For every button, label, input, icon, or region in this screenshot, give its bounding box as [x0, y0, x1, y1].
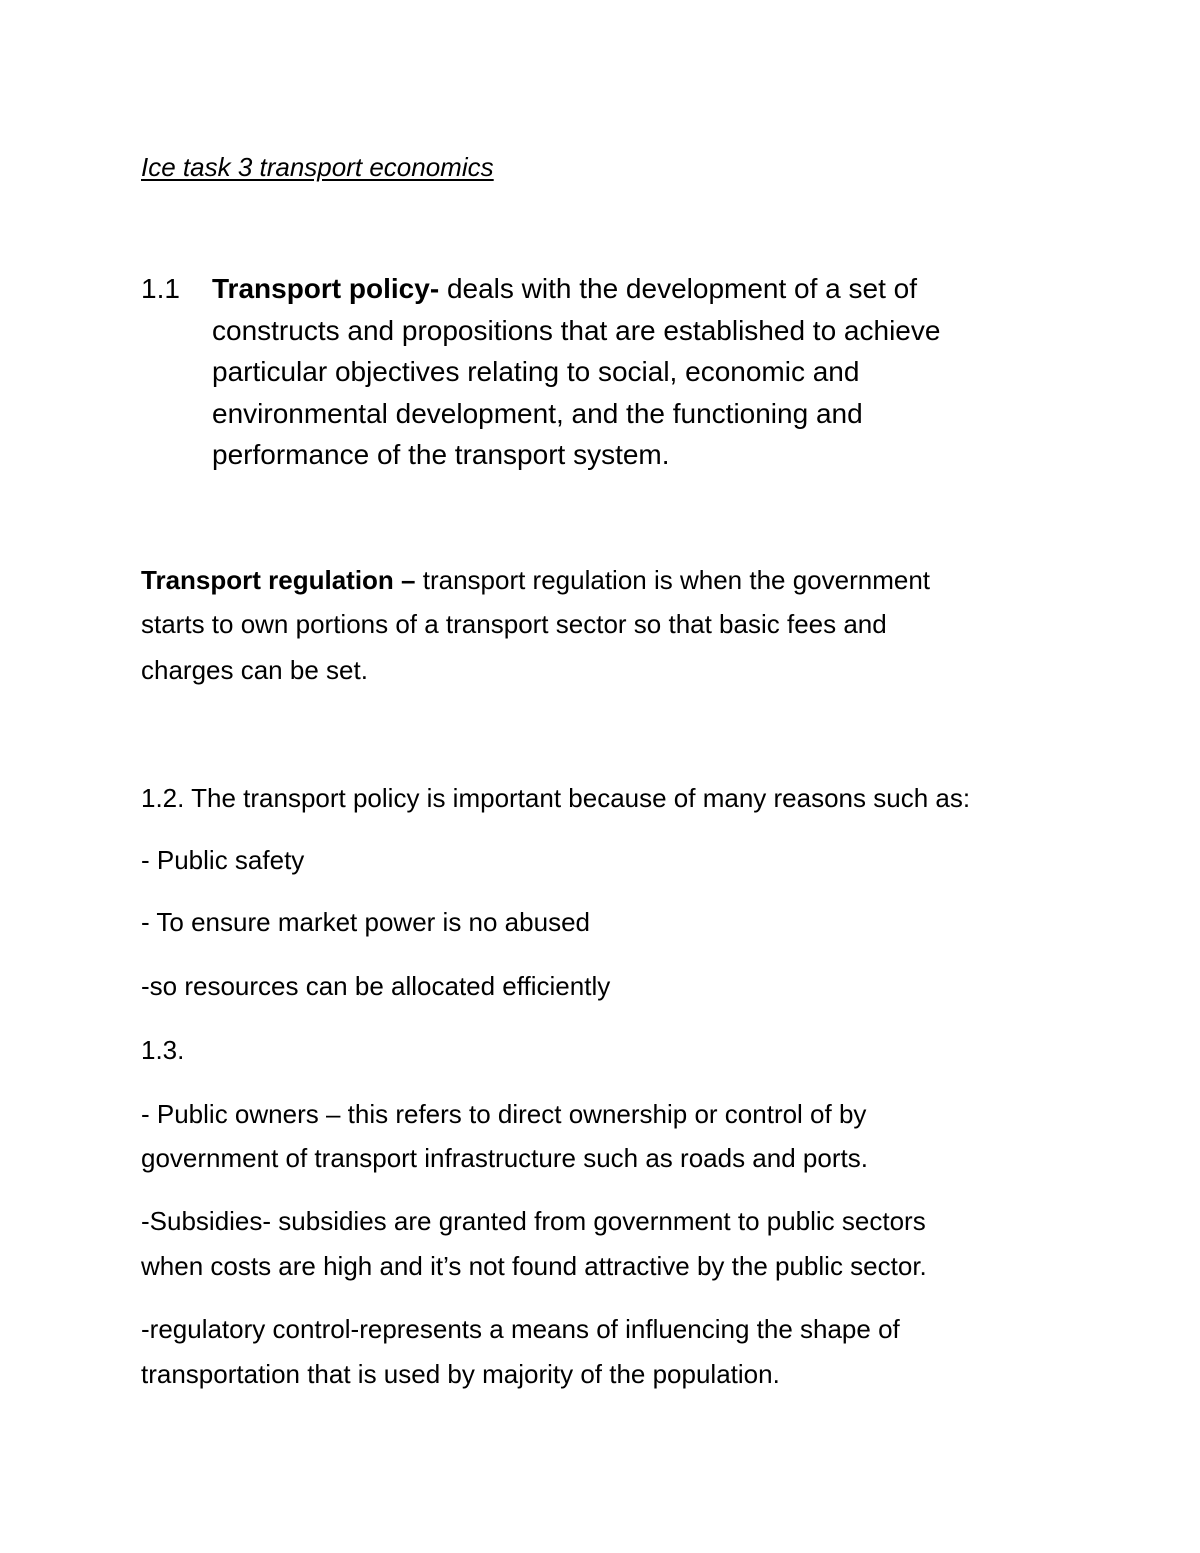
section-1-1-number: 1.1 — [141, 273, 180, 304]
title-text: Ice task 3 transport economics — [141, 152, 494, 182]
definition-line: environmental development, and the functioning and — [212, 397, 863, 429]
definition-line: performance of the transport system. — [212, 439, 670, 470]
section-1-2-heading: 1.2. The transport policy is important because of many reasons such as: — [141, 783, 971, 813]
definition-text: deals with the development of a set of — [446, 273, 918, 304]
list-item: -so resources can be allocated efficiently — [141, 971, 611, 1001]
list-item-regulatory-control: -regulatory control-represents a means of influencing the shape of — [141, 1314, 900, 1344]
term-transport-regulation: Transport regulation – — [141, 565, 416, 595]
section-1-1-definition — [212, 268, 1052, 476]
term-transport-policy: Transport policy- — [212, 273, 440, 304]
definition-line: constructs and propositions that are established to achieve — [212, 314, 941, 346]
list-item-public-owners: - Public owners – this refers to direct ownership or control of by — [141, 1099, 867, 1129]
section-1-3-heading: 1.3. — [141, 1035, 185, 1065]
regulation-line — [141, 558, 930, 602]
definition-line: particular objectives relating to social, economic and — [212, 356, 860, 387]
document-title — [141, 145, 494, 189]
regulation-line: starts to own portions of a transport sector so that basic fees and — [141, 609, 887, 639]
list-item-regulatory-control: transportation that is used by majority of the population. — [141, 1359, 780, 1389]
list-item: - To ensure market power is no abused — [141, 907, 590, 937]
list-item-subsidies: when costs are high and it’s not found attractive by the public sector. — [141, 1251, 927, 1281]
definition-line — [212, 268, 1052, 310]
list-item-public-owners: government of transport infrastructure such as roads and ports. — [141, 1143, 868, 1173]
list-item-subsidies: -Subsidies- subsidies are granted from government to public sectors — [141, 1206, 926, 1236]
regulation-text: transport regulation is when the government — [422, 565, 931, 595]
regulation-line: charges can be set. — [141, 655, 368, 685]
list-item: - Public safety — [141, 845, 305, 875]
